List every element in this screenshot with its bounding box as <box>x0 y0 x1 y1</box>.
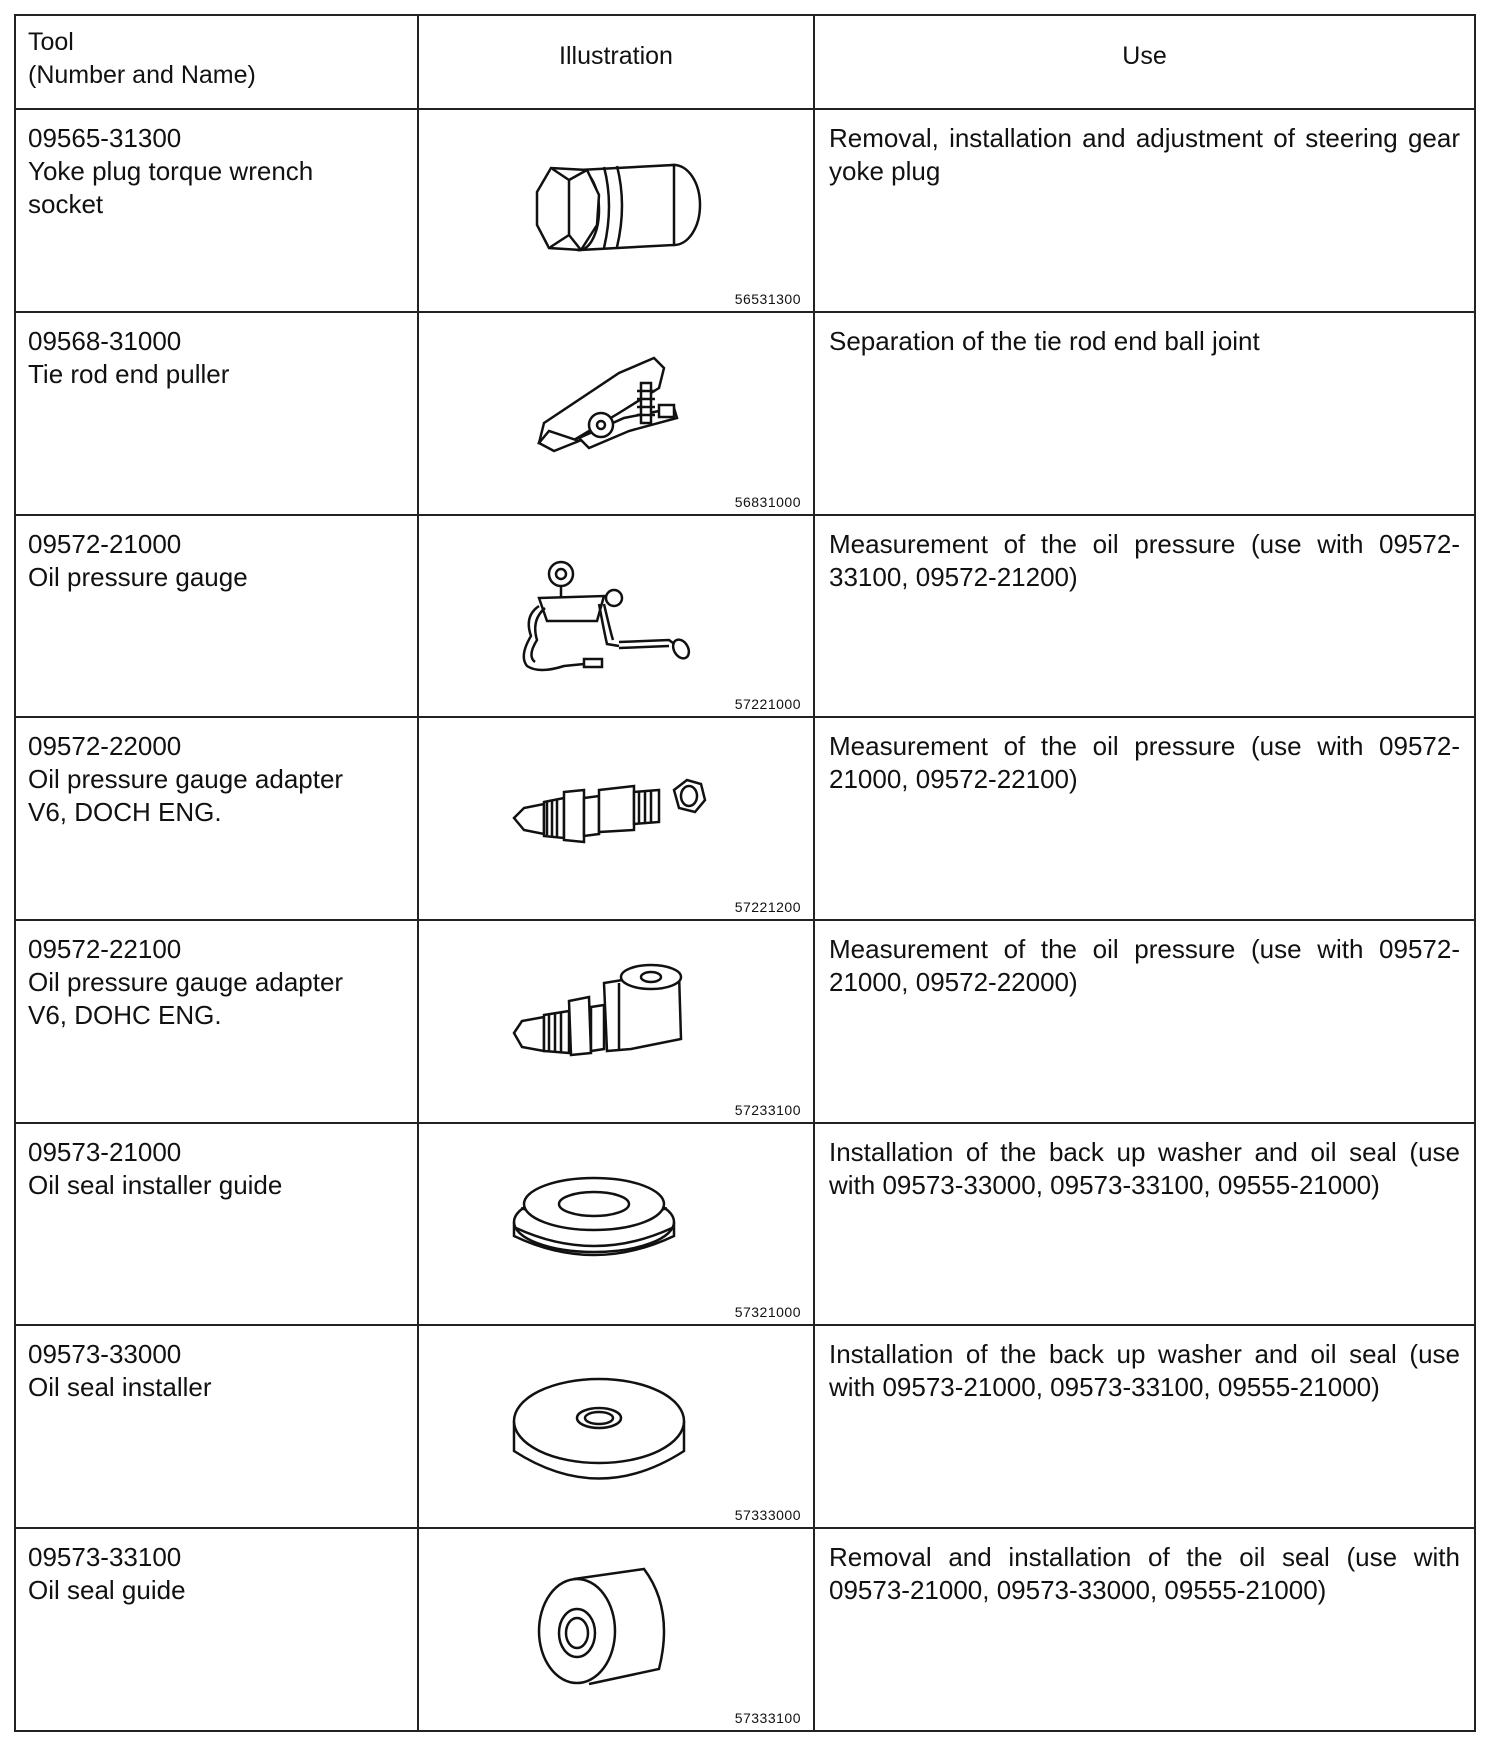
illustration-cell <box>418 920 814 1123</box>
flanged-ring-icon <box>419 1124 815 1320</box>
illustration-cell <box>418 717 814 920</box>
tool-number: 09573-33000 <box>28 1339 182 1370</box>
tool-number: 09565-31300 <box>28 123 182 154</box>
illustration-cell <box>418 312 814 515</box>
table-row <box>15 312 1475 515</box>
use-cell: Installation of the back up washer and oil seal (use with 09573-33000, 09573-33100, 09555-21000) <box>814 1123 1475 1326</box>
illustration-cell <box>418 515 814 718</box>
table-header-row <box>15 15 1475 109</box>
illustration-code: 57333100 <box>734 1710 801 1726</box>
use-cell: Measurement of the oil pressure (use with 09572-21000, 09572-22100) <box>814 717 1475 920</box>
socket-icon <box>419 110 815 306</box>
table-row <box>15 1123 1475 1326</box>
illustration-code: 57221000 <box>734 696 801 713</box>
table-row <box>15 920 1475 1123</box>
table-row <box>15 109 1475 312</box>
illustration-cell <box>418 1325 814 1528</box>
use-cell: Installation of the back up washer and oil seal (use with 09573-21000, 09573-33100, 09555-21000) <box>814 1325 1475 1528</box>
tool-name: Oil pressure gauge adapter V6, DOHC ENG. <box>28 967 344 1031</box>
puller-icon <box>419 313 815 509</box>
tool-cell <box>15 920 418 1123</box>
tool-name: Oil seal installer <box>28 1372 212 1403</box>
tool-name: Oil seal installer guide <box>28 1169 283 1200</box>
adapter-banjo-icon <box>419 921 815 1117</box>
use-cell: Measurement of the oil pressure (use with 09572-33100, 09572-21200) <box>814 515 1475 718</box>
tool-cell <box>15 1528 418 1731</box>
tool-name: Oil seal guide <box>28 1575 186 1606</box>
tool-number: 09573-33100 <box>28 1542 182 1573</box>
tool-cell <box>15 515 418 718</box>
illustration-code: 56531300 <box>734 290 801 307</box>
illustration-cell <box>418 1123 814 1326</box>
use-cell: Removal, installation and adjustment of steering gear yoke plug <box>814 109 1475 312</box>
illustration-cell <box>418 109 814 312</box>
illustration-code: 57233100 <box>734 1101 801 1118</box>
gauge-icon <box>419 516 815 712</box>
tool-number: 09573-21000 <box>28 1136 182 1167</box>
table-row <box>15 1528 1475 1731</box>
illustration-cell <box>418 1528 814 1731</box>
illustration-code: 57321000 <box>734 1304 801 1321</box>
illustration-code: 57333000 <box>734 1507 801 1524</box>
tool-name: Oil pressure gauge <box>28 561 248 592</box>
header-illustration: Illustration <box>418 15 814 109</box>
table-row <box>15 515 1475 718</box>
tool-cell <box>15 312 418 515</box>
header-use: Use <box>814 15 1475 109</box>
use-cell: Measurement of the oil pressure (use with 09572-21000, 09572-22000) <box>814 920 1475 1123</box>
tool-cell <box>15 1123 418 1326</box>
tool-number: 09572-21000 <box>28 528 182 559</box>
header-tool: Tool (Number and Name) <box>15 15 418 109</box>
table-row <box>15 1325 1475 1528</box>
tool-cell <box>15 717 418 920</box>
tool-cell <box>15 1325 418 1528</box>
special-tools-table <box>14 14 1476 1732</box>
tool-name: Tie rod end puller <box>28 358 230 389</box>
table-row <box>15 717 1475 920</box>
illustration-code: 56831000 <box>734 493 801 510</box>
use-cell: Removal and installation of the oil seal (use with 09573-21000, 09573-33000, 09555-21000) <box>814 1528 1475 1731</box>
tool-number: 09572-22000 <box>28 731 182 762</box>
tool-name: Yoke plug torque wrench socket <box>28 156 314 220</box>
tool-name: Oil pressure gauge adapter V6, DOCH ENG. <box>28 764 344 828</box>
adapter-nut-icon <box>419 718 815 914</box>
tool-number: 09572-22100 <box>28 934 182 965</box>
sleeve-icon <box>419 1529 815 1725</box>
disc-icon <box>419 1326 815 1522</box>
tool-number: 09568-31000 <box>28 325 182 356</box>
illustration-code: 57221200 <box>734 899 801 916</box>
use-cell: Separation of the tie rod end ball joint <box>814 312 1475 515</box>
tool-cell <box>15 109 418 312</box>
